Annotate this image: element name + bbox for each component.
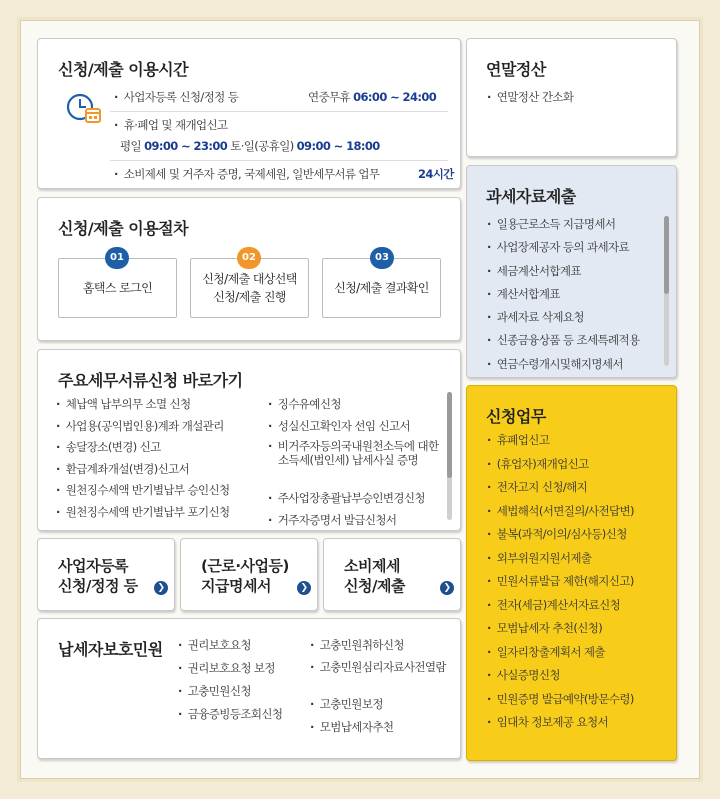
step3-number: 03 xyxy=(370,247,394,269)
yearend-panel xyxy=(466,38,677,157)
cons-arrow-icon: ❯ xyxy=(440,581,454,595)
apply-item[interactable]: · 전자고지 신청/해지 xyxy=(487,479,634,503)
apply-item[interactable]: · (휴업자)재개업신고 xyxy=(487,456,634,480)
apply-item[interactable]: · 세법해석(서면질의/사전답변) xyxy=(487,503,634,527)
shortcut-item[interactable]: · 징수유예신청 xyxy=(268,396,448,418)
shortcuts-panel xyxy=(37,349,461,531)
hours-row1-prefix: 연중무휴 xyxy=(308,90,351,104)
protection-item[interactable]: · 고충민원심리자료사전열람 xyxy=(310,660,450,696)
cons-line1: 소비제세 xyxy=(344,557,400,575)
hours-weekend-time: 09:00 ~ 18:00 xyxy=(296,139,380,153)
hours-title: 신청/제출 이용시간 xyxy=(58,60,189,79)
hours-row3-label: · 소비제세 및 거주자 증명, 국제세원, 일반세무서류 업무 xyxy=(114,166,379,182)
taxdata-item[interactable]: · 계산서합계표 xyxy=(487,286,640,309)
biz-arrow-icon: ❯ xyxy=(154,581,168,595)
apply-title: 신청업무 xyxy=(486,407,546,426)
shortcut-item[interactable]: · 환급계좌개설(변경)신고서 xyxy=(56,461,256,483)
taxdata-item[interactable]: · 일용근로소득 지급명세서 xyxy=(487,216,640,239)
shortcuts-left-list xyxy=(56,396,256,525)
shortcut-item[interactable]: · 송달장소(변경) 신고 xyxy=(56,439,256,461)
protection-title: 납세자보호민원 xyxy=(58,640,163,659)
clock-calendar-icon xyxy=(66,91,102,125)
hours-row3-time: 24시간 xyxy=(418,167,454,181)
shortcuts-scroll-thumb[interactable] xyxy=(447,392,452,478)
taxdata-panel xyxy=(466,165,677,378)
shortcut-item[interactable]: · 원천징수세액 반기별납부 포기신청 xyxy=(56,504,256,526)
hours-weekday-time: 09:00 ~ 23:00 xyxy=(144,139,228,153)
shortcut-item[interactable]: · 주사업장총괄납부승인변경신청 xyxy=(268,490,448,512)
shortcuts-right-list xyxy=(268,396,448,531)
taxdata-list xyxy=(487,216,640,379)
apply-item[interactable]: · 민원증명 발급예약(방문수령) xyxy=(487,691,634,715)
taxdata-item[interactable]: · 신종금융상품 등 조세특례적용 xyxy=(487,332,640,355)
protection-col1 xyxy=(178,637,308,729)
hours-row2-label: · 휴·폐업 및 재개업신고 xyxy=(114,117,228,133)
hours-row1-label: · 사업자등록 신청/정정 등 xyxy=(114,89,238,105)
hours-panel xyxy=(37,38,461,189)
apply-list xyxy=(487,432,634,738)
pay-line1: (근로·사업등) xyxy=(201,557,289,575)
hours-weekend-label: 토·일(공휴일) xyxy=(230,139,294,153)
consumption-tax-button[interactable] xyxy=(323,538,461,611)
protection-panel xyxy=(37,618,461,759)
protection-col2 xyxy=(310,637,450,742)
step1-number: 01 xyxy=(105,247,129,269)
shortcut-item[interactable]: · 비거주자등의국내원천소득에 대한 소득세(법인세) 납세사실 증명 xyxy=(268,439,448,490)
taxdata-scroll-thumb[interactable] xyxy=(664,216,669,294)
apply-item[interactable]: · 일자리창출계획서 제출 xyxy=(487,644,634,668)
yearend-list xyxy=(487,89,573,105)
hours-row1-time xyxy=(308,89,436,105)
apply-item[interactable]: · 모범납세자 추천(신청) xyxy=(487,620,634,644)
protection-item[interactable]: · 권리보호요청 보정 xyxy=(178,660,308,683)
step2-number: 02 xyxy=(237,247,261,269)
hours-row1-value: 06:00 ~ 24:00 xyxy=(353,90,437,104)
payment-statement-button[interactable] xyxy=(180,538,318,611)
protection-item[interactable]: · 모범납세자추천 xyxy=(310,719,450,742)
apply-item[interactable]: · 임대차 정보제공 요청서 xyxy=(487,714,634,738)
protection-item[interactable]: · 금융증빙등조회신청 xyxy=(178,706,308,729)
apply-item[interactable]: · 전자(세금)계산서자료신청 xyxy=(487,597,634,621)
apply-item[interactable]: · 사실증명신청 xyxy=(487,667,634,691)
taxdata-title: 과세자료제출 xyxy=(486,187,576,206)
procedure-title: 신청/제출 이용절차 xyxy=(58,219,189,238)
yearend-link[interactable]: · 연말정산 간소화 xyxy=(487,89,573,105)
protection-item[interactable]: · 고충민원취하신청 xyxy=(310,637,450,660)
taxdata-item[interactable]: · 연금수령개시및해지명세서 xyxy=(487,356,640,379)
apply-panel xyxy=(466,385,677,761)
shortcut-item[interactable]: · 거주자증명서 발급신청서 xyxy=(268,512,448,532)
shortcut-item[interactable]: · 사업용(공익법인용)계좌 개설관리 xyxy=(56,418,256,440)
shortcut-item[interactable]: · 성실신고확인자 선임 신고서 xyxy=(268,418,448,440)
apply-item[interactable]: · 외부위원지원서제출 xyxy=(487,550,634,574)
protection-item[interactable]: · 권리보호요청 xyxy=(178,637,308,660)
shortcuts-title: 주요세무서류신청 바로가기 xyxy=(58,371,243,390)
step2-label-line2: 신청/제출 진행 xyxy=(213,290,286,304)
taxdata-item[interactable]: · 과세자료 삭제요청 xyxy=(487,309,640,332)
taxdata-item[interactable]: · 세금계산서합계표 xyxy=(487,263,640,286)
step1-label: 홈택스 로그인 xyxy=(82,281,153,295)
apply-item[interactable]: · 불복(과적/이의/심사등)신청 xyxy=(487,526,634,550)
taxdata-item[interactable]: · 사업장제공자 등의 과세자료 xyxy=(487,239,640,262)
shortcut-item[interactable]: · 원천징수세액 반기별납부 승인신청 xyxy=(56,482,256,504)
biz-registration-button[interactable] xyxy=(37,538,175,611)
step2-label-line1: 신청/제출 대상선택 xyxy=(202,272,297,286)
apply-item[interactable]: · 휴폐업신고 xyxy=(487,432,634,456)
protection-item[interactable]: · 고충민원신청 xyxy=(178,683,308,706)
protection-item[interactable]: · 고충민원보정 xyxy=(310,696,450,719)
hours-weekday-label: 평일 xyxy=(120,139,142,153)
pay-line2: 지급명세서 xyxy=(201,577,271,595)
cons-line2: 신청/제출 xyxy=(344,577,405,595)
step3-label: 신청/제출 결과확인 xyxy=(334,281,429,295)
hours-row2-detail xyxy=(120,138,380,154)
shortcut-item[interactable]: · 체납액 납부의무 소멸 신청 xyxy=(56,396,256,418)
yearend-title: 연말정산 xyxy=(486,60,546,79)
biz-line1: 사업자등록 xyxy=(58,557,128,575)
biz-line2: 신청/정정 등 xyxy=(58,577,138,595)
pay-arrow-icon: ❯ xyxy=(297,581,311,595)
apply-item[interactable]: · 민원서류발급 제한(해지신고) xyxy=(487,573,634,597)
